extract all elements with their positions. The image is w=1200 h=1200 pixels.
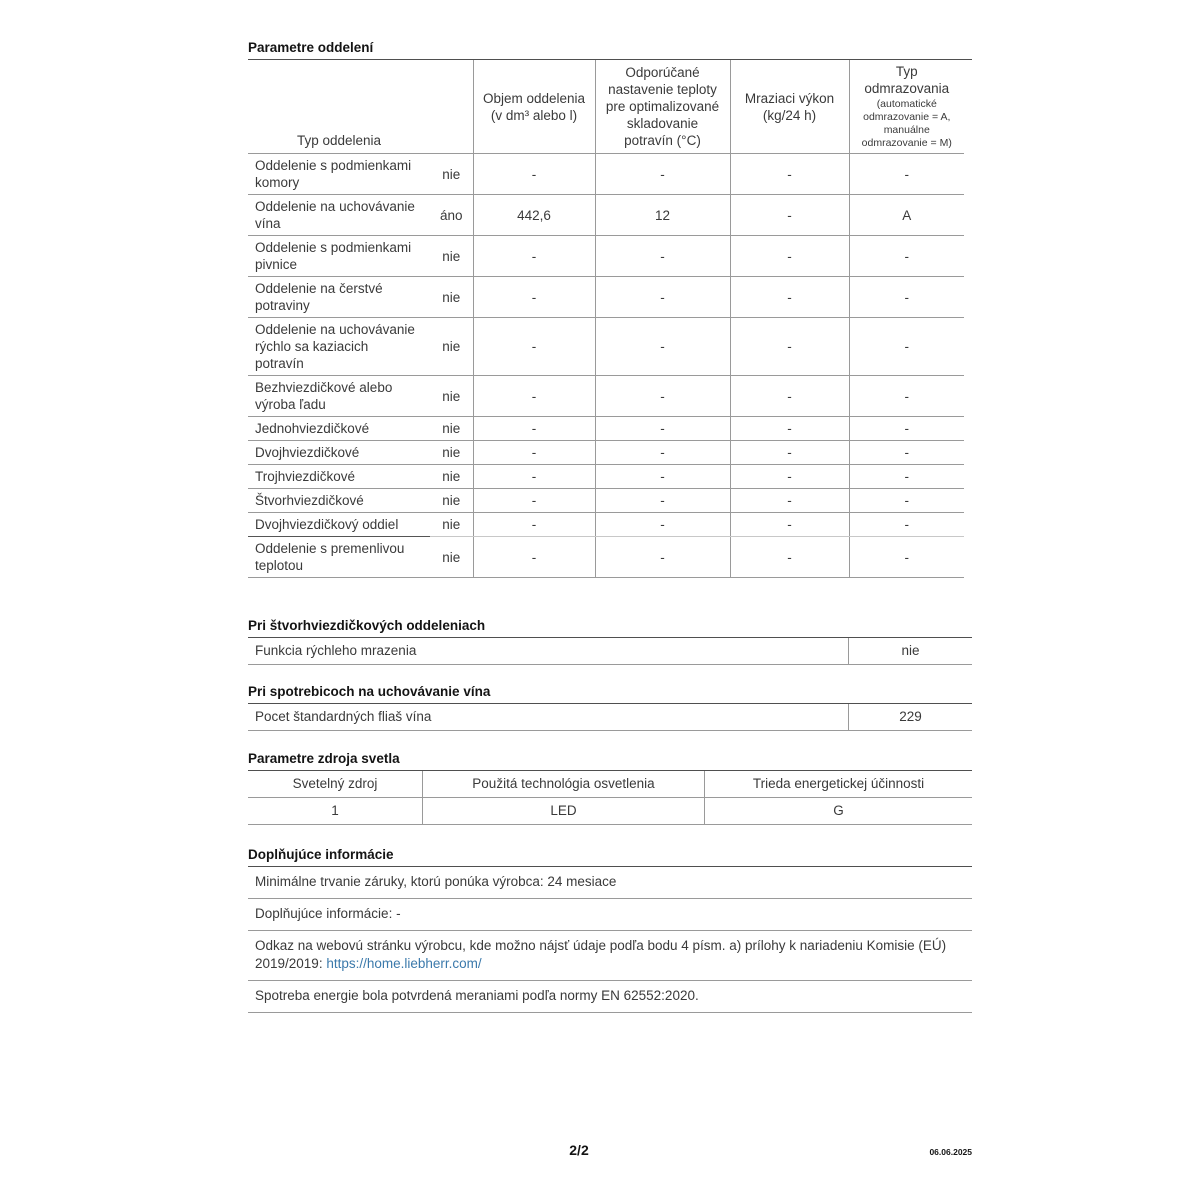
page-content bbox=[248, 40, 972, 1013]
section-additional-info bbox=[248, 847, 972, 1013]
compartment-label: Oddelenie s premenlivou teplotou bbox=[248, 537, 430, 578]
compartment-volume: - bbox=[473, 154, 595, 195]
compartment-volume: - bbox=[473, 318, 595, 376]
compartment-freezing: - bbox=[730, 318, 849, 376]
compartment-freezing: - bbox=[730, 376, 849, 417]
compartment-temperature: - bbox=[595, 537, 730, 578]
compartment-temperature: - bbox=[595, 513, 730, 537]
compartment-label: Oddelenie s podmienkami komory bbox=[248, 154, 430, 195]
col-header-volume: Objem oddelenia (v dm³ alebo l) bbox=[473, 60, 595, 154]
compartment-present: nie bbox=[430, 417, 473, 441]
compartments-header-row bbox=[248, 60, 964, 154]
table-row bbox=[248, 417, 964, 441]
compartment-freezing: - bbox=[730, 441, 849, 465]
table-row bbox=[248, 489, 964, 513]
col-header-freezing: Mraziaci výkon (kg/24 h) bbox=[730, 60, 849, 154]
compartment-freezing: - bbox=[730, 489, 849, 513]
table-row bbox=[248, 236, 964, 277]
compartment-volume: - bbox=[473, 513, 595, 537]
compartment-volume: - bbox=[473, 441, 595, 465]
light-source-count-header: Svetelný zdroj bbox=[292, 776, 378, 791]
compartment-present: nie bbox=[430, 441, 473, 465]
compartment-label: Trojhviezdičkové bbox=[248, 465, 430, 489]
compartment-temperature: 12 bbox=[595, 195, 730, 236]
manufacturer-link-row bbox=[248, 931, 972, 981]
defrost-header-note: (automatické odmrazovanie = A, manuálne odmrazovanie = M) bbox=[861, 98, 952, 149]
compartment-volume: - bbox=[473, 376, 595, 417]
compartment-label: Dvojhviezdičkové bbox=[248, 441, 430, 465]
compartment-label: Oddelenie na uchovávanie rýchlo sa kaziacich potravín bbox=[248, 318, 430, 376]
compartment-temperature: - bbox=[595, 417, 730, 441]
section-title-compartments: Parametre oddelení bbox=[248, 40, 972, 60]
compartment-freezing: - bbox=[730, 513, 849, 537]
compartment-present: nie bbox=[430, 236, 473, 277]
compartment-label: Oddelenie s podmienkami pivnice bbox=[248, 236, 430, 277]
energy-standard-row bbox=[248, 981, 972, 1013]
wine-storage-table bbox=[248, 704, 972, 731]
light-source-table bbox=[248, 771, 972, 825]
light-source-count-value: 1 bbox=[331, 803, 339, 818]
defrost-header-label: Typ odmrazovania bbox=[864, 64, 950, 96]
more-info-text: Doplňujúce informácie: - bbox=[255, 906, 401, 921]
compartment-freezing: - bbox=[730, 154, 849, 195]
compartment-volume: - bbox=[473, 537, 595, 578]
wine-bottles-value: 229 bbox=[848, 704, 972, 730]
compartment-defrost: - bbox=[849, 489, 964, 513]
compartment-present: nie bbox=[430, 376, 473, 417]
fast-freeze-value: nie bbox=[848, 638, 972, 664]
compartment-defrost: - bbox=[849, 465, 964, 489]
compartment-defrost: - bbox=[849, 537, 964, 578]
compartment-temperature: - bbox=[595, 376, 730, 417]
manufacturer-link-prefix: Odkaz na webovú stránku výrobcu, kde možno nájsť údaje podľa bodu 4 písm. a) prílohy k nariadeniu Komisie (EÚ) 2019/2019: bbox=[255, 938, 947, 971]
compartment-temperature: - bbox=[595, 154, 730, 195]
table-row bbox=[248, 376, 964, 417]
compartment-volume: - bbox=[473, 417, 595, 441]
light-technology-value: LED bbox=[422, 798, 705, 824]
compartment-defrost: - bbox=[849, 277, 964, 318]
light-energy-class-header: Trieda energetickej účinnosti bbox=[752, 776, 925, 791]
wine-bottles-label: Pocet štandardných fliaš vína bbox=[255, 709, 432, 724]
compartment-defrost: - bbox=[849, 417, 964, 441]
table-row bbox=[248, 195, 964, 236]
section-wine-storage bbox=[248, 684, 972, 731]
warranty-row bbox=[248, 867, 972, 899]
compartment-temperature: - bbox=[595, 236, 730, 277]
compartment-temperature: - bbox=[595, 441, 730, 465]
four-star-table bbox=[248, 638, 972, 665]
col-header-temperature: Odporúčané nastavenie teploty pre optimalizované skladovanie potravín (°C) bbox=[595, 60, 730, 154]
compartment-present: nie bbox=[430, 154, 473, 195]
compartment-volume: 442,6 bbox=[473, 195, 595, 236]
compartment-present: nie bbox=[430, 465, 473, 489]
col-header-type: Typ oddelenia bbox=[248, 60, 430, 154]
section-four-star bbox=[248, 618, 972, 665]
compartment-label: Jednohviezdičkové bbox=[248, 417, 430, 441]
table-row bbox=[248, 537, 964, 578]
compartment-freezing: - bbox=[730, 236, 849, 277]
light-source-header-row bbox=[248, 771, 972, 798]
energy-standard-text: Spotreba energie bola potvrdená meraniami podľa normy EN 62552:2020. bbox=[255, 988, 699, 1003]
compartment-temperature: - bbox=[595, 489, 730, 513]
section-title-wine-storage: Pri spotrebicoch na uchovávanie vína bbox=[248, 684, 972, 704]
compartment-volume: - bbox=[473, 277, 595, 318]
compartment-defrost: - bbox=[849, 236, 964, 277]
table-row bbox=[248, 441, 964, 465]
page-number: 2/2 bbox=[569, 1142, 589, 1158]
compartment-present: nie bbox=[430, 277, 473, 318]
compartment-volume: - bbox=[473, 236, 595, 277]
compartment-present: áno bbox=[430, 195, 473, 236]
compartment-defrost: - bbox=[849, 441, 964, 465]
compartment-defrost: A bbox=[849, 195, 964, 236]
compartment-present: nie bbox=[430, 489, 473, 513]
compartment-present: nie bbox=[430, 513, 473, 537]
compartment-freezing: - bbox=[730, 537, 849, 578]
col-header-present bbox=[430, 60, 473, 154]
compartment-label: Oddelenie na uchovávanie vína bbox=[248, 195, 430, 236]
compartment-temperature: - bbox=[595, 465, 730, 489]
compartment-defrost: - bbox=[849, 318, 964, 376]
compartment-freezing: - bbox=[730, 195, 849, 236]
compartment-defrost: - bbox=[849, 154, 964, 195]
compartment-volume: - bbox=[473, 465, 595, 489]
compartment-temperature: - bbox=[595, 277, 730, 318]
compartment-label: Bezhviezdičkové alebo výroba ľadu bbox=[248, 376, 430, 417]
table-row bbox=[248, 277, 964, 318]
compartment-freezing: - bbox=[730, 465, 849, 489]
light-technology-header: Použitá technológia osvetlenia bbox=[422, 771, 705, 797]
compartment-freezing: - bbox=[730, 277, 849, 318]
compartment-defrost: - bbox=[849, 513, 964, 537]
section-light-source bbox=[248, 751, 972, 825]
document-date: 06.06.2025 bbox=[929, 1147, 972, 1157]
compartment-label: Oddelenie na čerstvé potraviny bbox=[248, 277, 430, 318]
compartment-label: Dvojhviezdičkový oddiel bbox=[248, 513, 430, 537]
compartment-present: nie bbox=[430, 318, 473, 376]
compartment-label: Štvorhviezdičkové bbox=[248, 489, 430, 513]
compartment-present: nie bbox=[430, 537, 473, 578]
compartment-volume: - bbox=[473, 489, 595, 513]
table-row bbox=[248, 465, 964, 489]
section-compartments bbox=[248, 40, 972, 578]
light-energy-class-value: G bbox=[833, 803, 844, 818]
section-title-light-source: Parametre zdroja svetla bbox=[248, 751, 972, 771]
col-header-defrost bbox=[849, 60, 964, 154]
compartment-defrost: - bbox=[849, 376, 964, 417]
more-info-row bbox=[248, 899, 972, 931]
warranty-text: Minimálne trvanie záruky, ktorú ponúka výrobca: 24 mesiace bbox=[255, 874, 617, 889]
table-row bbox=[248, 318, 964, 376]
compartment-freezing: - bbox=[730, 417, 849, 441]
manufacturer-website-link[interactable]: https://home.liebherr.com/ bbox=[326, 956, 482, 971]
compartments-table bbox=[248, 60, 964, 578]
fast-freeze-label: Funkcia rýchleho mrazenia bbox=[255, 643, 417, 658]
section-title-four-star: Pri štvorhviezdičkových oddeleniach bbox=[248, 618, 972, 638]
compartment-temperature: - bbox=[595, 318, 730, 376]
section-title-additional-info: Doplňujúce informácie bbox=[248, 847, 972, 867]
light-source-value-row bbox=[248, 798, 972, 825]
table-row bbox=[248, 154, 964, 195]
table-row bbox=[248, 513, 964, 537]
